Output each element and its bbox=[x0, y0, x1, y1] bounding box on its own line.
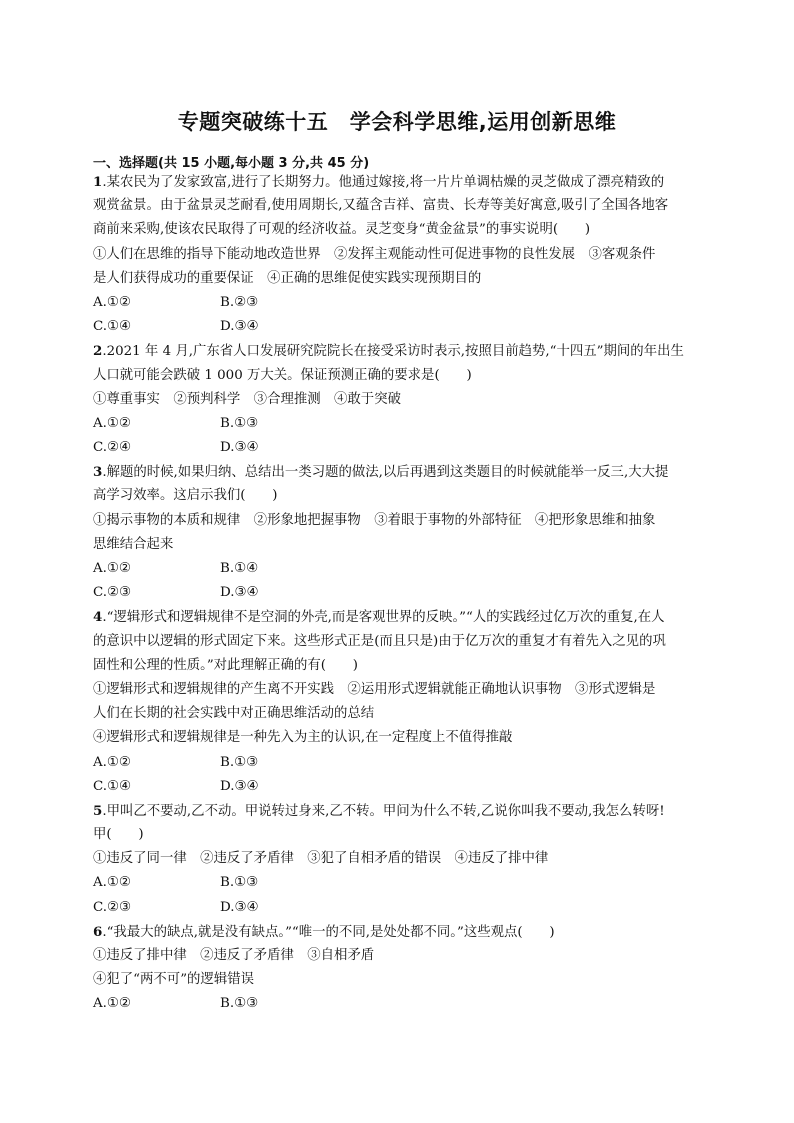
question-stem-line bbox=[93, 194, 708, 218]
answer-choice[interactable]: D.③④ bbox=[220, 899, 259, 915]
answer-choice[interactable]: A.①② bbox=[93, 996, 131, 1012]
question-stem-line bbox=[93, 630, 708, 654]
answer-choice[interactable]: D.③④ bbox=[220, 440, 259, 456]
question-6 bbox=[93, 920, 708, 1017]
page-title: 专题突破练十五 学会科学思维,运用创新思维 bbox=[177, 110, 617, 134]
question-4 bbox=[93, 605, 708, 799]
answer-choice-row bbox=[93, 315, 708, 339]
statement-line: ①违反了排中律 ②违反了矛盾律 ③自相矛盾 bbox=[93, 948, 375, 963]
answer-choice[interactable]: A.①② bbox=[93, 561, 131, 576]
statement-line: 思维结合起来 bbox=[93, 536, 174, 552]
answer-choice[interactable]: B.①③ bbox=[220, 996, 259, 1012]
answer-choice[interactable]: C.②③ bbox=[93, 585, 132, 601]
question-stem-line bbox=[93, 364, 708, 388]
answer-choice-row bbox=[93, 412, 708, 436]
question-stem-line bbox=[93, 460, 708, 484]
answer-choice-row bbox=[93, 751, 708, 775]
question-stem-text: 的意识中以逻辑的形式固定下来。这些形式正是(而且只是)由于亿万次的重复才有着先入之见的巩 bbox=[93, 633, 666, 649]
question-stem-text: .“逻辑形式和逻辑规律不是空洞的外壳,而是客观世界的反映。”“人的实践经过亿万次的重复,在人 bbox=[102, 610, 665, 626]
answer-choice-row bbox=[93, 871, 708, 895]
answer-choice[interactable]: B.①④ bbox=[220, 561, 259, 576]
question-stem-text: .“我最大的缺点,就是没有缺点。”“唯一的不同,是处处都不同。”这些观点( ) bbox=[102, 924, 555, 940]
question-stem-text: .解题的时候,如果归纳、总结出一类习题的做法,以后再遇到这类题目的时候就能举一反三,大大提 bbox=[102, 465, 669, 481]
question-stem-line bbox=[93, 799, 708, 823]
statement-line: ④逻辑形式和逻辑规律是一种先入为主的认识,在一定程度上不值得推敲 bbox=[93, 730, 513, 746]
answer-choice-row bbox=[93, 436, 708, 460]
question-stem-text: 商前来采购,使该农民取得了可观的经济收益。灵芝变身“黄金盆景”的事实说明( ) bbox=[93, 222, 591, 238]
question-stem-line bbox=[93, 218, 708, 242]
answer-choice[interactable]: B.①③ bbox=[220, 875, 259, 891]
statement-line: ①尊重事实 ②预判科学 ③合理推测 ④敢于突破 bbox=[93, 391, 401, 407]
statement-line: ①人们在思维的指导下能动地改造世界 ②发挥主观能动性可促进事物的良性发展 ③客观条件 bbox=[93, 246, 656, 262]
answer-choice[interactable]: B.②③ bbox=[220, 294, 259, 310]
question-1 bbox=[93, 170, 708, 339]
question-5 bbox=[93, 799, 708, 920]
question-stem-line bbox=[93, 823, 708, 847]
answer-choice-row bbox=[93, 992, 708, 1016]
statement-line: ①揭示事物的本质和规律 ②形象地把握事物 ③着眼于事物的外部特征 ④把形象思维和抽象 bbox=[93, 512, 656, 528]
answer-choice[interactable]: C.①④ bbox=[93, 319, 132, 335]
question-number: 3 bbox=[93, 464, 103, 481]
answer-choice-row bbox=[93, 291, 708, 315]
statement-line: 是人们获得成功的重要保证 ④正确的思维促使实践实现预期目的 bbox=[93, 270, 482, 286]
question-stem-text: 观赏盆景。由于盆景灵芝耐看,使用周期长,又蕴含吉祥、富贵、长寿等美好寓意,吸引了全国各地客 bbox=[93, 198, 669, 214]
question-stem-text: .甲叫乙不要动,乙不动。甲说转过身来,乙不转。甲问为什么不转,乙说你叫我不要动,我怎么转呀! bbox=[102, 803, 665, 819]
answer-choice[interactable]: C.②③ bbox=[93, 899, 132, 915]
answer-choice[interactable]: D.③④ bbox=[220, 319, 259, 335]
answer-choice[interactable]: A.①② bbox=[93, 294, 131, 310]
question-number: 5 bbox=[93, 802, 103, 819]
answer-choice[interactable]: B.①③ bbox=[220, 754, 259, 770]
answer-choice[interactable]: D.③④ bbox=[220, 585, 259, 601]
answer-choice[interactable]: A.①② bbox=[93, 754, 131, 770]
question-2 bbox=[93, 339, 708, 460]
question-stem-text: 高学习效率。这启示我们( ) bbox=[93, 488, 278, 504]
question-stem-text: 人口就可能会跌破 1 000 万大关。保证预测正确的要求是( ) bbox=[93, 367, 472, 383]
answer-choice-row bbox=[93, 896, 708, 920]
question-stem-line bbox=[93, 484, 708, 508]
question-stem-text: .某农民为了发家致富,进行了长期努力。他通过嫁接,将一片片单调枯燥的灵芝做成了漂亮精致的 bbox=[102, 175, 665, 190]
question-stem-line bbox=[93, 654, 708, 678]
question-stem-line bbox=[93, 170, 708, 194]
question-number: 6 bbox=[93, 923, 103, 940]
question-number: 4 bbox=[93, 609, 103, 626]
answer-choice[interactable]: C.②④ bbox=[93, 440, 132, 456]
question-stem-text: .2021 年 4 月,广东省人口发展研究院院长在接受采访时表示,按照目前趋势,“十四五”期间的年出生 bbox=[102, 344, 684, 360]
question-stem-text: 甲( ) bbox=[93, 827, 144, 843]
question-3 bbox=[93, 460, 708, 605]
question-stem-text: 固性和公理的性质。”对此理解正确的有( ) bbox=[93, 657, 359, 673]
answer-choice-row bbox=[93, 775, 708, 799]
question-stem-line bbox=[93, 605, 708, 629]
question-stem-line bbox=[93, 920, 708, 944]
question-number: 2 bbox=[93, 343, 103, 360]
question-list bbox=[93, 170, 708, 1017]
answer-choice[interactable]: B.①③ bbox=[220, 415, 259, 431]
answer-choice[interactable]: A.①② bbox=[93, 875, 131, 891]
section-heading: 一、选择题(共 15 小题,每小题 3 分,共 45 分) bbox=[93, 156, 370, 171]
answer-choice[interactable]: A.①② bbox=[93, 415, 131, 431]
answer-choice[interactable]: D.③④ bbox=[220, 778, 259, 794]
statement-line: 人们在长期的社会实践中对正确思维活动的总结 bbox=[93, 706, 375, 722]
question-number: 1 bbox=[93, 174, 103, 190]
question-stem-line bbox=[93, 339, 708, 363]
answer-choice-row bbox=[93, 557, 708, 581]
answer-choice-row bbox=[93, 581, 708, 605]
statement-line: ①逻辑形式和逻辑规律的产生离不开实践 ②运用形式逻辑就能正确地认识事物 ③形式逻辑是 bbox=[93, 681, 656, 697]
statement-line: ①违反了同一律 ②违反了矛盾律 ③犯了自相矛盾的错误 ④违反了排中律 bbox=[93, 851, 549, 867]
answer-choice[interactable]: C.①④ bbox=[93, 778, 132, 794]
statement-line: ④犯了“两不可”的逻辑错误 bbox=[93, 972, 254, 988]
